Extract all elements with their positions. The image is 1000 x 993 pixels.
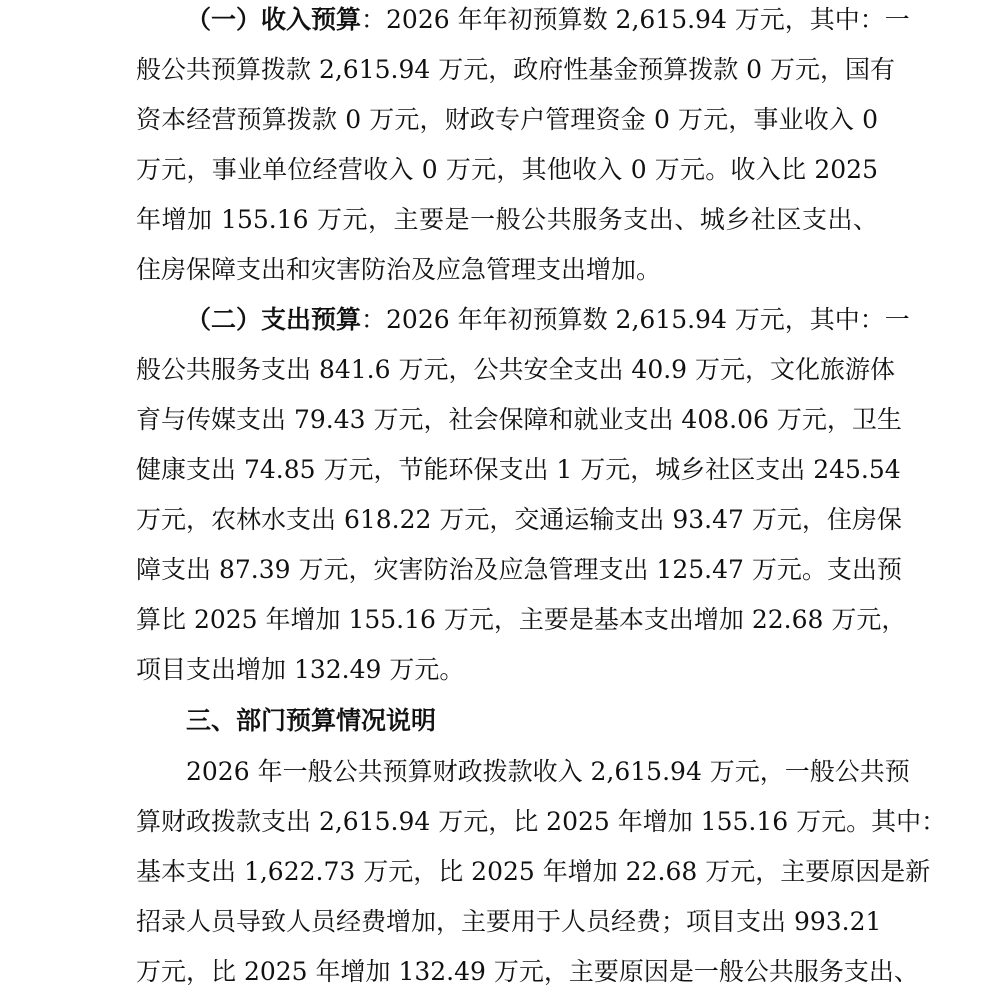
income-paragraph-line-3: 资本经营预算拨款 0 万元，财政专户管理资金 0 万元，事业收入 0 (136, 105, 878, 134)
income-paragraph-line-6: 住房保障支出和灾害防治及应急管理支出增加。 (136, 255, 662, 284)
income-paragraph-line-4: 万元，事业单位经营收入 0 万元，其他收入 0 万元。收入比 2025 (136, 155, 878, 184)
section-three-line-1: 2026 年一般公共预算财政拨款收入 2,615.94 万元，一般公共预 (186, 757, 910, 786)
income-paragraph-line-1 (186, 0, 910, 40)
income-label: （一）收入预算 (186, 5, 362, 34)
expense-line-1-text: ：2026 年年初预算数 2,615.94 万元，其中：一 (361, 305, 910, 334)
section-three-line-3: 基本支出 1,622.73 万元，比 2025 年增加 22.68 万元，主要原因是新 (136, 857, 931, 886)
expense-paragraph-line-3: 育与传媒支出 79.43 万元，社会保障和就业支出 408.06 万元，卫生 (136, 405, 902, 434)
expense-paragraph-line-1 (186, 300, 910, 340)
expense-paragraph-line-8: 项目支出增加 132.49 万元。 (136, 655, 465, 684)
income-paragraph-line-5: 年增加 155.16 万元，主要是一般公共服务支出、城乡社区支出、 (136, 205, 878, 234)
section-three-line-2: 算财政拨款支出 2,615.94 万元，比 2025 年增加 155.16 万元。其中： (136, 807, 947, 836)
section-three-line-5: 万元，比 2025 年增加 132.49 万元，主要原因是一般公共服务支出、 (136, 957, 919, 986)
expense-paragraph-line-2: 般公共服务支出 841.6 万元，公共安全支出 40.9 万元，文化旅游体 (136, 355, 896, 384)
expense-paragraph-line-6: 障支出 87.39 万元，灾害防治及应急管理支出 125.47 万元。支出预 (136, 555, 902, 584)
expense-label: （二）支出预算 (186, 305, 362, 334)
expense-paragraph-line-4: 健康支出 74.85 万元，节能环保支出 1 万元，城乡社区支出 245.54 (136, 455, 901, 484)
section-three-heading: 三、部门预算情况说明 (186, 706, 437, 735)
expense-paragraph-line-7: 算比 2025 年增加 155.16 万元，主要是基本支出增加 22.68 万元， (136, 605, 907, 634)
income-line-1-text: ：2026 年年初预算数 2,615.94 万元，其中：一 (361, 5, 910, 34)
income-paragraph-line-2: 般公共预算拨款 2,615.94 万元，政府性基金预算拨款 0 万元，国有 (136, 55, 896, 84)
expense-paragraph-line-5: 万元，农林水支出 618.22 万元，交通运输支出 93.47 万元，住房保 (136, 505, 902, 534)
section-three-line-4: 招录人员导致人员经费增加，主要用于人员经费；项目支出 993.21 (136, 907, 882, 936)
